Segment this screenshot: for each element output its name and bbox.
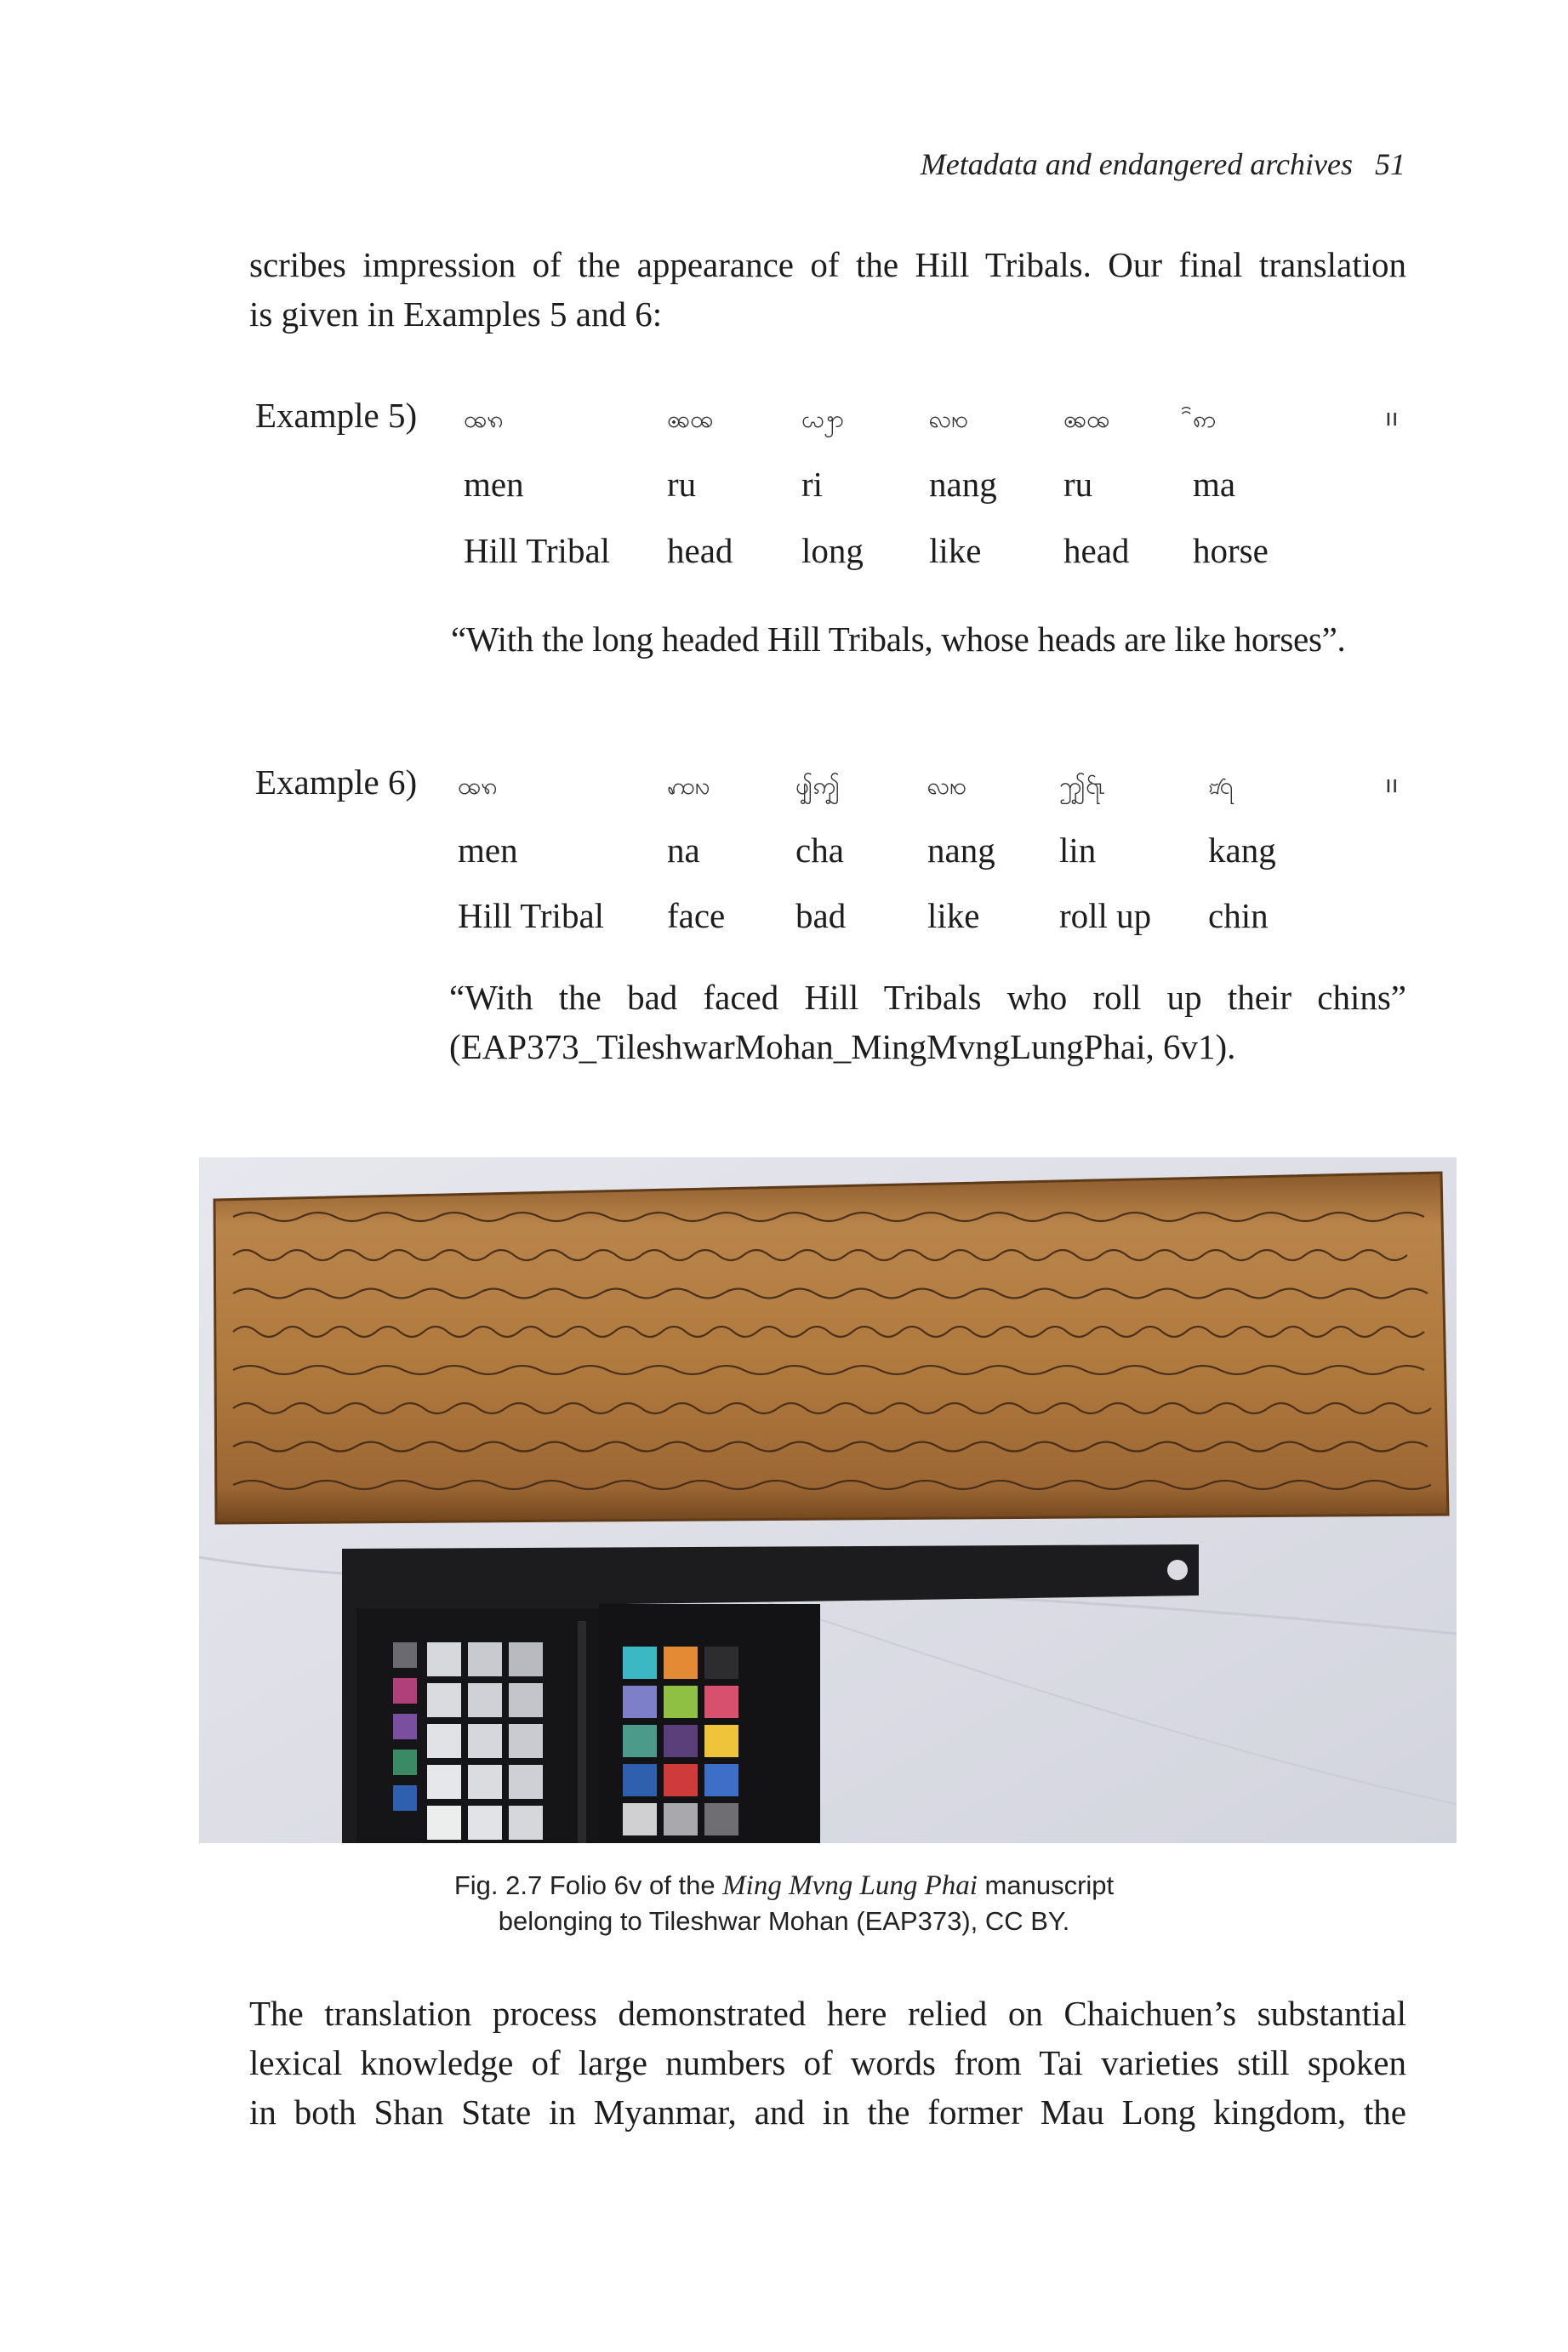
word: ru xyxy=(1063,465,1093,504)
word: ru xyxy=(667,465,697,504)
closing-line: The translation process demonstrated here relied on Chaichuen’s substantial xyxy=(249,1994,1406,2033)
word: men xyxy=(458,831,518,870)
intro-paragraph xyxy=(249,240,1406,339)
gloss: head xyxy=(1063,531,1130,570)
gloss: Hill Tribal xyxy=(464,531,611,570)
running-head xyxy=(0,146,1405,182)
caption-title: Ming Mvng Lung Phai xyxy=(722,1870,978,1901)
gloss: bad xyxy=(795,896,847,935)
tai-glyph: ıı xyxy=(1385,403,1399,431)
tai-glyph: ꩴꩵ xyxy=(795,772,840,800)
manuscript-photo xyxy=(199,1157,1457,1843)
figure-caption xyxy=(0,1868,1568,1939)
tai-glyph: ꩩꩪ xyxy=(667,405,714,433)
word: ri xyxy=(801,465,824,504)
closing-line: lexical knowledge of large numbers of words from Tai varieties still spoken xyxy=(249,2043,1406,2082)
gloss: face xyxy=(667,896,726,935)
example-5-label: Example 5) xyxy=(255,396,418,435)
caption-line-1 xyxy=(0,1868,1568,1904)
gloss: head xyxy=(667,531,733,570)
caption-prefix: Fig. 2.7 Folio 6v of the xyxy=(453,1870,723,1900)
gloss: long xyxy=(801,531,864,570)
tai-glyph: ꩮꩯ xyxy=(927,772,967,800)
tai-glyph: ꩪꩫ xyxy=(464,405,504,433)
translation-line: “With the bad faced Hill Tribals who roll up their chins” xyxy=(449,978,1406,1017)
tai-glyph: ꩬꩭ xyxy=(801,405,845,433)
manuscript-photo-drawing xyxy=(199,1157,1457,1843)
caption-line-2: belonging to Tileshwar Mohan (EAP373), CC BY. xyxy=(498,1906,1070,1936)
tai-glyph: ꩩꩪ xyxy=(1063,405,1110,433)
word: cha xyxy=(795,831,844,870)
gloss: like xyxy=(929,531,982,570)
gloss: roll up xyxy=(1059,896,1152,935)
intro-line: is given in Examples 5 and 6: xyxy=(249,294,663,334)
word: nang xyxy=(927,831,995,870)
caption-suffix: manuscript xyxy=(977,1870,1115,1900)
closing-paragraph xyxy=(249,1989,1406,2137)
word: men xyxy=(464,465,524,504)
translation-line: (EAP373_TileshwarMohan_MingMvngLungPhai, 6v1). xyxy=(449,1027,1236,1066)
example-5-translation: “With the long headed Hill Tribals, whose heads are like horses”. xyxy=(451,619,1346,659)
word: ma xyxy=(1193,465,1236,504)
tai-glyph: ıı xyxy=(1385,770,1399,798)
tai-glyph: ꩰꩱ xyxy=(1193,405,1217,433)
intro-line: scribes impression of the appearance of the Hill Tribals. Our final translation xyxy=(249,245,1406,284)
word: na xyxy=(667,831,700,870)
tai-glyph: ꩸꩹ xyxy=(1208,772,1234,800)
example-6-label: Example 6) xyxy=(255,762,418,802)
word: nang xyxy=(929,465,997,504)
example-6-translation xyxy=(449,973,1406,1071)
tai-glyph: ꩶ꩷ xyxy=(1059,772,1105,800)
gloss: horse xyxy=(1193,531,1269,570)
tai-glyph: ꩲꩳ xyxy=(667,772,710,800)
running-head-title: Metadata and endangered archives xyxy=(920,147,1353,181)
gloss: chin xyxy=(1208,896,1269,935)
page-number: 51 xyxy=(1375,147,1405,181)
tai-glyph: ꩮꩯ xyxy=(929,405,969,433)
tai-glyph: ꩪꩫ xyxy=(458,772,498,800)
closing-line: in both Shan State in Myanmar, and in the former Mau Long kingdom, the xyxy=(249,2092,1406,2132)
gloss: Hill Tribal xyxy=(458,896,605,935)
gloss: like xyxy=(927,896,980,935)
palm-leaf xyxy=(214,1173,1448,1523)
word: lin xyxy=(1059,831,1097,870)
word: kang xyxy=(1208,831,1276,870)
